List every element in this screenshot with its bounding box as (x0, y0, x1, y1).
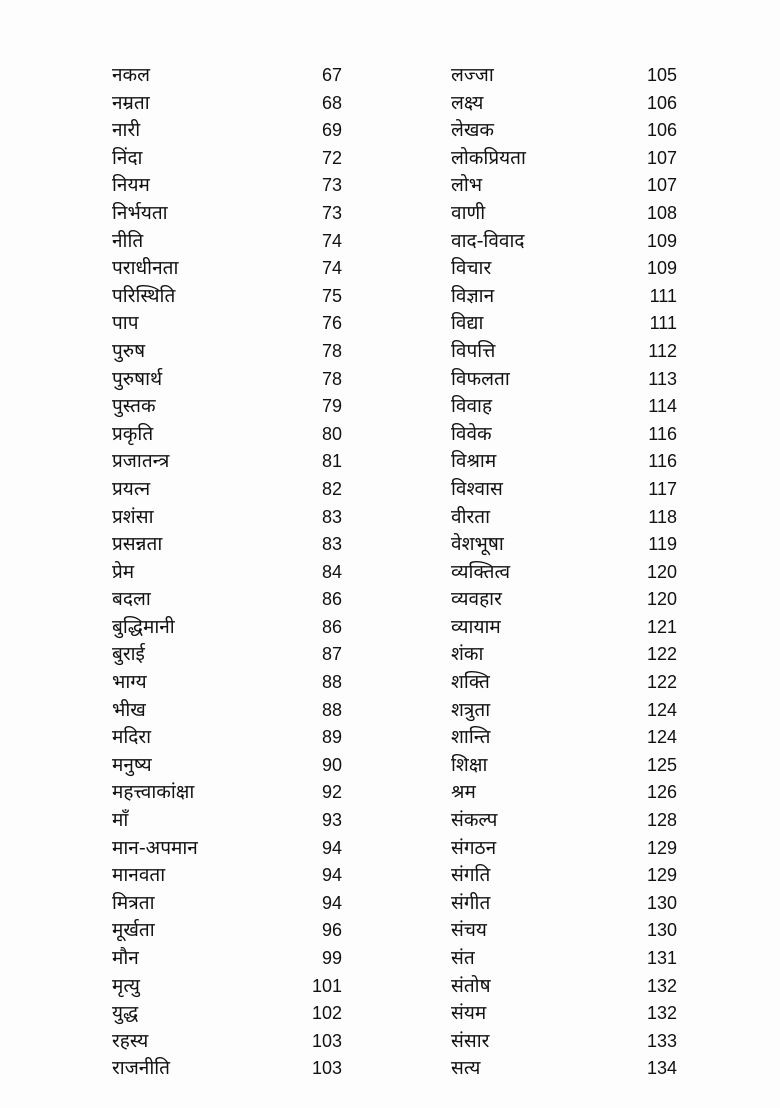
index-page-number: 132 (646, 1003, 677, 1024)
index-page-number: 107 (646, 175, 677, 196)
index-page-number: 128 (646, 810, 677, 831)
index-term: शान्ति (451, 726, 491, 749)
index-page-number: 86 (321, 589, 342, 610)
index-page-number: 132 (646, 975, 677, 996)
index-entry (451, 366, 691, 394)
index-entry (112, 310, 382, 338)
index-left-column (112, 62, 382, 1083)
index-page-number: 78 (321, 368, 342, 389)
index-page-number: 81 (321, 451, 342, 472)
index-term: प्रशंसा (112, 505, 154, 528)
index-entry (112, 752, 382, 780)
index-term: संचय (451, 919, 487, 942)
index-entry (451, 945, 691, 973)
index-term: वीरता (451, 505, 491, 528)
index-entry (112, 255, 382, 283)
index-entry (451, 724, 691, 752)
index-page-number: 124 (646, 727, 677, 748)
index-entry (112, 1028, 382, 1056)
index-term: संगति (451, 864, 491, 887)
index-page-number: 94 (321, 837, 342, 858)
index-entry (112, 145, 382, 173)
index-page-number: 90 (321, 754, 342, 775)
index-page-number: 94 (321, 865, 342, 886)
index-term: निंदा (112, 146, 143, 169)
index-term: संगीत (451, 891, 491, 914)
index-entry (451, 586, 691, 614)
index-entry (112, 1000, 382, 1028)
index-term: शंका (451, 643, 484, 666)
index-entry (112, 62, 382, 90)
index-page-number: 83 (321, 506, 342, 527)
index-term: नकल (112, 64, 151, 86)
index-page-number: 116 (648, 451, 677, 472)
index-entry (112, 117, 382, 145)
index-term: भाग्य (112, 671, 147, 694)
index-page-number: 109 (646, 230, 677, 251)
index-entry (112, 835, 382, 863)
index-entry (112, 366, 382, 394)
index-entry (451, 835, 691, 863)
index-term: प्रकृति (112, 422, 154, 445)
index-term: विश्वास (451, 477, 503, 500)
index-page-number: 112 (648, 340, 677, 361)
index-entry (451, 117, 691, 145)
index-entry (451, 890, 691, 918)
index-page-number: 99 (321, 948, 342, 968)
index-page-number: 102 (311, 1003, 342, 1024)
index-term: विपत्ति (451, 339, 496, 362)
index-page-number: 73 (321, 202, 342, 223)
index-page-number: 130 (646, 892, 677, 913)
index-entry (451, 917, 691, 945)
index-term: मूर्खता (112, 919, 155, 942)
index-page-number: 89 (321, 727, 342, 748)
index-entry (451, 669, 691, 697)
index-term: प्रजातन्त्र (112, 450, 170, 473)
index-page-number: 121 (646, 616, 677, 637)
index-page-number: 129 (646, 865, 677, 886)
index-page-number: 101 (311, 975, 342, 996)
index-term: नियम (112, 174, 150, 197)
index-page-number: 109 (646, 258, 677, 279)
index-term: वाणी (451, 201, 486, 224)
index-entry (451, 283, 691, 311)
index-page-number: 73 (321, 175, 342, 196)
index-term: रहस्य (112, 1029, 149, 1052)
index-page-number: 72 (321, 147, 342, 168)
index-entry (112, 614, 382, 642)
index-term: संसार (451, 1029, 490, 1052)
index-entry (451, 145, 691, 173)
index-term: पुस्तक (112, 395, 156, 418)
index-term: पुरुषार्थ (112, 367, 163, 390)
index-term: शिक्षा (451, 753, 488, 776)
index-entry (451, 973, 691, 1001)
index-page-number: 106 (646, 120, 677, 141)
index-entry (112, 338, 382, 366)
index-entry (112, 1055, 382, 1083)
index-page-number: 88 (321, 699, 342, 720)
index-page-number: 87 (321, 644, 342, 665)
index-entry (451, 614, 691, 642)
index-page-number: 76 (321, 313, 342, 334)
index-page-number: 79 (321, 396, 342, 417)
index-page-number: 68 (321, 92, 342, 113)
index-entry (451, 90, 691, 118)
index-entry (112, 90, 382, 118)
index-page-number: 82 (321, 478, 342, 499)
index-page-number: 108 (646, 202, 677, 223)
index-term: युद्ध (112, 1002, 139, 1025)
index-page-number: 86 (321, 616, 342, 637)
index-term: श्रम (451, 781, 476, 804)
index-term: पुरुष (112, 339, 146, 362)
index-entry (112, 669, 382, 697)
index-page-number: 129 (646, 837, 677, 858)
index-term: माँ (112, 809, 129, 832)
index-page-number: 114 (648, 396, 677, 417)
index-term: संत (451, 947, 475, 969)
index-term: वाद-विवाद (451, 229, 525, 252)
index-page-number: 133 (646, 1030, 677, 1051)
index-page-number: 130 (646, 920, 677, 941)
index-term: शक्ति (451, 671, 490, 694)
index-page-number: 107 (646, 147, 677, 168)
index-entry (112, 779, 382, 807)
index-term: मौन (112, 947, 139, 969)
index-page-number: 118 (648, 506, 677, 527)
index-entry (451, 1055, 691, 1083)
index-page-number: 105 (646, 65, 677, 85)
index-term: भीख (112, 698, 146, 721)
index-term: विफलता (451, 367, 510, 390)
index-page-number: 131 (646, 948, 677, 968)
index-page-number: 126 (646, 782, 677, 803)
index-entry (112, 504, 382, 532)
index-term: मृत्यु (112, 974, 140, 997)
index-page-number: 75 (321, 285, 342, 306)
index-entry (451, 393, 691, 421)
index-page-number: 84 (321, 561, 342, 582)
index-term: विश्राम (451, 450, 497, 473)
index-term: सत्य (451, 1057, 481, 1080)
index-term: नारी (112, 119, 141, 142)
index-term: लोकप्रियता (451, 146, 526, 169)
index-page-number: 74 (321, 258, 342, 279)
index-term: व्यवहार (451, 588, 502, 611)
index-entry (112, 559, 382, 587)
index-entry (112, 862, 382, 890)
index-entry (112, 283, 382, 311)
index-entry (451, 531, 691, 559)
index-entry (112, 724, 382, 752)
index-page-number: 94 (321, 892, 342, 913)
index-term: वेशभूषा (451, 533, 504, 556)
index-entry (112, 697, 382, 725)
index-entry (112, 172, 382, 200)
index-page-number: 96 (321, 920, 342, 941)
index-term: पाप (112, 312, 139, 335)
index-entry (112, 973, 382, 1001)
index-entry (112, 448, 382, 476)
index-entry (451, 641, 691, 669)
index-entry (451, 752, 691, 780)
index-term: लोभ (451, 174, 483, 197)
index-entry (451, 559, 691, 587)
index-entry (112, 531, 382, 559)
index-entry (451, 448, 691, 476)
index-term: व्यक्तित्व (451, 560, 511, 583)
index-term: शत्रुता (451, 698, 491, 721)
index-entry (451, 1028, 691, 1056)
index-page-number: 111 (649, 285, 677, 306)
index-entry (112, 641, 382, 669)
index-term: विज्ञान (451, 284, 495, 307)
index-term: संतोष (451, 974, 491, 997)
index-entry (451, 228, 691, 256)
index-page-number: 88 (321, 672, 342, 693)
index-term: लेखक (451, 119, 495, 142)
index-term: परिस्थिति (112, 284, 176, 307)
index-page-number: 69 (321, 120, 342, 141)
index-term: मित्रता (112, 891, 155, 914)
index-term: बुद्धिमानी (112, 615, 175, 638)
index-page-number: 120 (646, 589, 677, 610)
index-entry (451, 62, 691, 90)
index-term: बदला (112, 588, 151, 611)
index-term: प्रसन्नता (112, 533, 163, 556)
index-entry (451, 172, 691, 200)
index-page-number: 113 (648, 368, 677, 389)
index-term: मान-अपमान (112, 836, 198, 859)
index-entry (451, 1000, 691, 1028)
index-term: विवेक (451, 422, 492, 445)
index-right-column (451, 62, 691, 1083)
index-term: राजनीति (112, 1057, 171, 1080)
index-term: संगठन (451, 836, 497, 859)
index-term: पराधीनता (112, 257, 179, 280)
index-page-number: 103 (311, 1058, 342, 1079)
index-page-number: 116 (648, 423, 677, 444)
index-entry (112, 228, 382, 256)
index-page-number: 122 (646, 644, 677, 665)
index-term: नम्रता (112, 91, 150, 114)
index-page-number: 124 (646, 699, 677, 720)
index-entry (451, 807, 691, 835)
index-page-number: 134 (646, 1058, 677, 1079)
index-page-number: 125 (646, 754, 677, 775)
index-page-number: 120 (646, 561, 677, 582)
index-entry (112, 393, 382, 421)
index-entry (112, 476, 382, 504)
index-term: संकल्प (451, 809, 498, 832)
index-page-number: 119 (648, 534, 677, 555)
index-page-number: 93 (321, 810, 342, 831)
index-page-number: 122 (646, 672, 677, 693)
index-term: संयम (451, 1002, 487, 1025)
index-term: बुराई (112, 643, 145, 666)
index-entry (112, 586, 382, 614)
index-term: नीति (112, 229, 144, 252)
index-term: विद्या (451, 312, 484, 335)
index-page-number: 117 (648, 478, 677, 499)
index-entry (451, 697, 691, 725)
index-page-number: 78 (321, 340, 342, 361)
index-page-number: 111 (649, 313, 677, 334)
index-entry (451, 338, 691, 366)
index-term: लक्ष्य (451, 91, 484, 114)
index-term: मदिरा (112, 726, 152, 749)
index-term: प्रयत्न (112, 477, 151, 500)
index-page-number: 103 (311, 1030, 342, 1051)
index-page-number: 106 (646, 92, 677, 113)
index-entry (451, 421, 691, 449)
index-page-number: 92 (321, 782, 342, 803)
index-term: मानवता (112, 864, 166, 887)
index-entry (451, 200, 691, 228)
index-term: प्रेम (112, 560, 135, 583)
index-entry (112, 200, 382, 228)
index-page-number: 83 (321, 534, 342, 555)
index-entry (451, 779, 691, 807)
index-term: मनुष्य (112, 753, 152, 776)
index-entry (112, 807, 382, 835)
index-term: विवाह (451, 395, 493, 418)
index-term: निर्भयता (112, 201, 168, 224)
index-term: लज्जा (451, 64, 494, 86)
index-entry (112, 917, 382, 945)
index-entry (451, 255, 691, 283)
index-page-number: 67 (321, 65, 342, 85)
index-entry (112, 421, 382, 449)
index-entry (451, 310, 691, 338)
index-entry (451, 504, 691, 532)
index-page-number: 74 (321, 230, 342, 251)
index-entry (451, 862, 691, 890)
index-page-number: 80 (321, 423, 342, 444)
index-entry (112, 890, 382, 918)
index-term: व्यायाम (451, 615, 501, 638)
index-term: महत्त्वाकांक्षा (112, 781, 195, 804)
index-entry (451, 476, 691, 504)
index-entry (112, 945, 382, 973)
index-term: विचार (451, 257, 492, 280)
